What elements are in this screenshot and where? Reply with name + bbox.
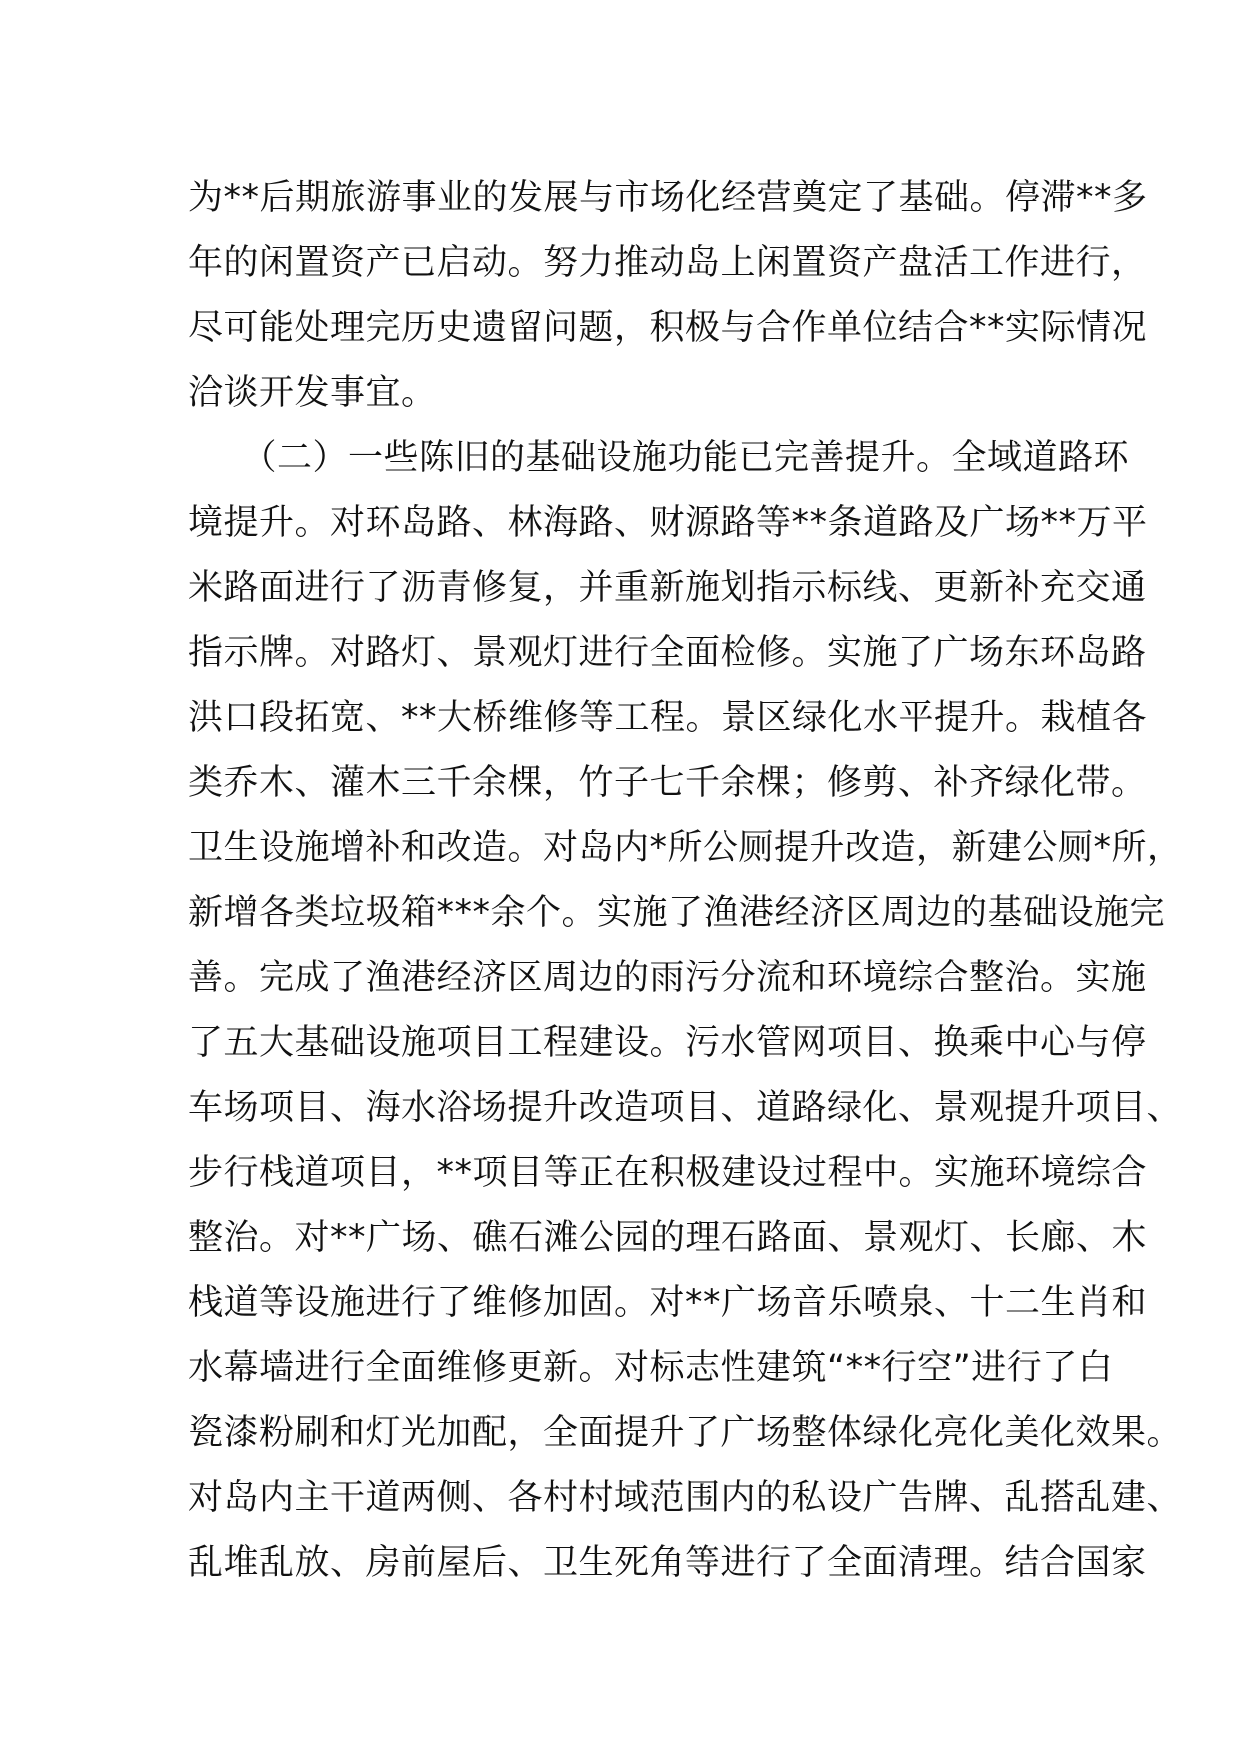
text-line: 卫生设施增补和改造。对岛内*所公厕提升改造，新建公厕*所， <box>188 828 1183 868</box>
text-line: 善。完成了渔港经济区周边的雨污分流和环境综合整治。实施 <box>188 958 1147 998</box>
text-line: 米路面进行了沥青修复，并重新施划指示标线、更新补充交通 <box>188 568 1147 608</box>
text-line: 对岛内主干道两侧、各村村域范围内的私设广告牌、乱搭乱建、 <box>188 1478 1183 1518</box>
text-line: 车场项目、海水浴场提升改造项目、道路绿化、景观提升项目、 <box>188 1088 1183 1128</box>
text-line: 了五大基础设施项目工程建设。污水管网项目、换乘中心与停 <box>188 1023 1147 1063</box>
text-line: 瓷漆粉刷和灯光加配，全面提升了广场整体绿化亮化美化效果。 <box>188 1413 1183 1453</box>
text-line: 步行栈道项目，**项目等正在积极建设过程中。实施环境综合 <box>188 1153 1148 1193</box>
text-line: 洽谈开发事宜。 <box>188 373 437 413</box>
text-line: 境提升。对环岛路、林海路、财源路等**条道路及广场**万平 <box>188 503 1148 543</box>
text-line: 尽可能处理完历史遗留问题，积极与合作单位结合**实际情况 <box>188 308 1148 348</box>
text-line: 新增各类垃圾箱***余个。实施了渔港经济区周边的基础设施完 <box>188 893 1166 933</box>
text-line: 乱堆乱放、房前屋后、卫生死角等进行了全面清理。结合国家 <box>188 1543 1147 1583</box>
text-line: 指示牌。对路灯、景观灯进行全面检修。实施了广场东环岛路 <box>188 633 1147 673</box>
body-text <box>188 166 1183 1596</box>
text-line: 年的闲置资产已启动。努力推动岛上闲置资产盘活工作进行， <box>188 243 1147 283</box>
text-line: 栈道等设施进行了维修加固。对**广场音乐喷泉、十二生肖和 <box>188 1283 1148 1323</box>
section-heading-line: （二）一些陈旧的基础设施功能已完善提升。全域道路环 <box>188 438 1130 478</box>
text-line: 整治。对**广场、礁石滩公园的理石路面、景观灯、长廊、木 <box>188 1218 1148 1258</box>
text-line: 类乔木、灌木三千余棵，竹子七千余棵；修剪、补齐绿化带。 <box>188 763 1147 803</box>
text-line: 为**后期旅游事业的发展与市场化经营奠定了基础。停滞**多 <box>188 178 1148 218</box>
text-line: 水幕墙进行全面维修更新。对标志性建筑“**行空”进行了白 <box>188 1348 1114 1388</box>
text-line: 洪口段拓宽、**大桥维修等工程。景区绿化水平提升。栽植各 <box>188 698 1148 738</box>
